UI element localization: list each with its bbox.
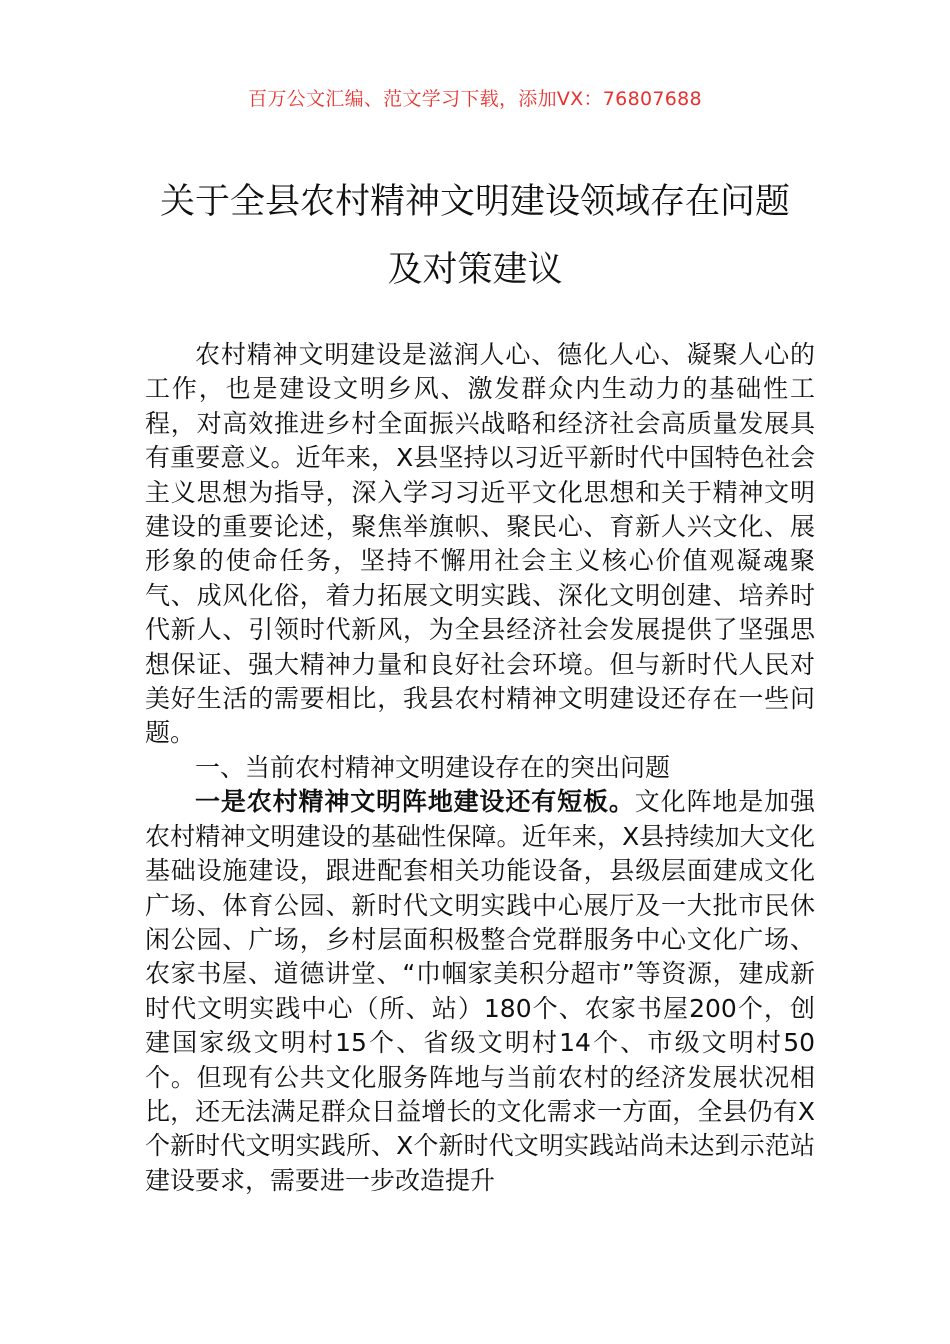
document-body (145, 338, 815, 1198)
document-title-line-1: 关于全县农村精神文明建设领域存在问题 (159, 182, 790, 222)
point-1-paragraph (145, 785, 815, 1198)
point-1-text: 文化阵地是加强农村精神文明建设的基础性保障。近年来，X县持续加大文化基础设施建设，跟进配套相关功能设备，县级层面建成文化广场、体育公园、新时代文明实践中心展厅及一大批市民休闲公园、广场，乡村层面积极整合党群服务中心文化广场、农家书屋、道德讲堂、“巾帼家美积分超市”等资源，建成新时代文明实践中心（所、站）180个、农家书屋200个，创建国家级文明村15个、省级文明村14个、市级文明村50个。但现有公共文化服务阵地与当前农村的经济发展状况相比，还无法满足群众日益增长的文化需求一方面，全县仍有X个新时代文明实践所、X个新时代文明实践站尚未达到示范站建设要求，需要进一步改造提升 (145, 787, 815, 1195)
intro-paragraph: 农村精神文明建设是滋润人心、德化人心、凝聚人心的工作，也是建设文明乡风、激发群众内生动力的基础性工程，对高效推进乡村全面振兴战略和经济社会高质量发展具有重要意义。近年来，X县坚持以习近平新时代中国特色社会主义思想为指导，深入学习习近平文化思想和关于精神文明建设的重要论述，聚焦举旗帜、聚民心、育新人兴文化、展形象的使命任务，坚持不懈用社会主义核心价值观凝魂聚气、成风化俗，着力拓展文明实践、深化文明创建、培养时代新人、引领时代新风，为全县经济社会发展提供了坚强思想保证、强大精神力量和良好社会环境。但与新时代人民对美好生活的需要相比，我县农村精神文明建设还存在一些问题。 (145, 340, 815, 748)
header-notice: 百万公文汇编、范文学习下载，添加VX：76807688 (248, 88, 702, 110)
section-1-heading: 一、当前农村精神文明建设存在的突出问题 (195, 752, 671, 782)
document-title-line-2: 及对策建议 (387, 250, 563, 290)
point-1-bold-lead: 一是农村精神文明阵地建设还有短板。 (195, 787, 635, 817)
